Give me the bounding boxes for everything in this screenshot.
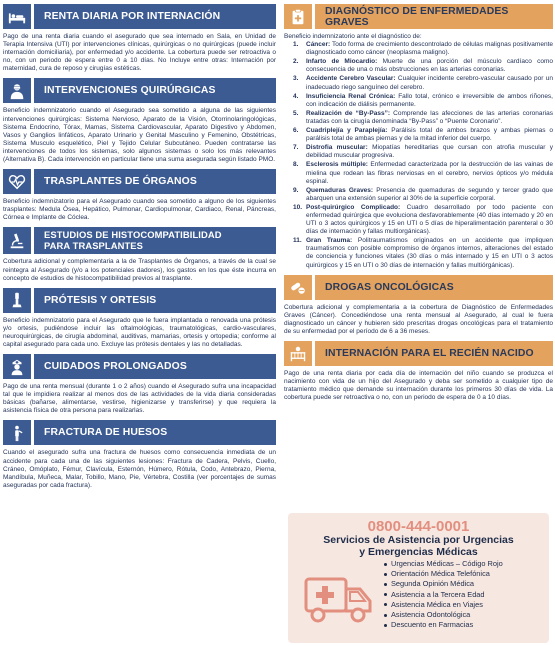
section-text: Cuando el asegurado sufra una fractura de huesos como consecuencia inmediata de un accidente para cada una de las siguientes lesiones: Fractura de Cadera, Pelvis, Cuello, Cráneo, Omóplato, Fémur, Clavícula, Esternón, Húmero, Rótula, Codo, Antebrazo, Pierna, Mandíbula, Muñeca, Malar, Tobillo, Mano, Pie, Vértebra, Costilla (ver porcentajes de sumas aseguradas por cada fractura).	[3, 449, 276, 489]
bullet-icon	[384, 573, 387, 576]
section-title: DIAGNÓSTICO DE ENFERMEDADES GRAVES	[315, 4, 553, 29]
item-term: Infarto de Miocardio:	[306, 58, 378, 66]
section-header	[3, 169, 276, 194]
section-text: Beneficio indemnizatorio para el Asegurado que le fuera implantada o renovada una prótesis y/o ortesis, pudiéndose incluir las oftalmológicas, traumatológicas, cardio-vasculares, neuroquirúrgicas, de cirugía abdominal, auditivas, mamarias, ortesis y ortopedia; conforme al capital asegurado para cada uno. Excluye las prótesis dentales y las no detalladas.	[3, 316, 276, 348]
item-number: 1.	[293, 41, 299, 49]
list-item-label: Orientación Médica Telefónica	[391, 569, 490, 579]
bullet-icon	[384, 583, 387, 586]
bullet-icon	[384, 563, 387, 566]
item-number: 9.	[293, 186, 299, 194]
section-renta-diaria	[3, 4, 276, 73]
list-item	[384, 620, 503, 630]
list-item	[384, 569, 503, 579]
bullet-icon	[384, 614, 387, 617]
heart-pulse-icon	[3, 169, 31, 194]
item-number: 4.	[293, 92, 299, 100]
asistencia-title-line: y Emergencias Médicas	[359, 545, 478, 558]
nurse-icon	[3, 354, 31, 379]
section-header	[3, 4, 276, 29]
section-fractura	[3, 420, 276, 489]
section-trasplantes	[3, 169, 276, 222]
section-header	[3, 227, 276, 254]
prosthesis-icon	[3, 288, 31, 313]
list-item-label: Descuento en Farmacias	[391, 620, 474, 630]
item-text: Parálisis total de ambos brazos y ambas piernas o parálisis total de ambas piernas y de la mitad inferior del cuerpo.	[306, 127, 554, 143]
list-item	[384, 579, 503, 589]
list-item	[284, 204, 553, 236]
fracture-icon	[3, 420, 31, 445]
pills-icon	[284, 275, 312, 300]
item-text: Muerte de una porción del músculo cardíaco como consecuencia de una o más obstrucciones en las arterias coronarias.	[306, 58, 554, 74]
item-text: Politraumatismos originados en un accidente que impliquen traumatismos con posible compromiso de órganos internos, alteraciones del estado de conciencia y funciones vitales (30 días o más internado y 15 en UTI o 3 actos quirúrgicos y 15 en UTI o 30 días de internación y fallas multiórgánicas).	[306, 237, 554, 269]
section-title: RENTA DIARIA POR INTERNACIÓN	[34, 4, 276, 29]
section-text: Pago de una renta diaria por cada día de internación del niño cuando se produzca el nacimiento con vida de un hijo del Asegurado y deba ser sometido a cualquier tipo de tratamiento médico que demande su internación durante los primeros 30 días de vida. La cobertura puede ser retroactiva o no, con un periodo de espera de 0 a 10 días.	[284, 370, 553, 402]
item-text: Comprende las afecciones de las arterias coronarias tratadas con la cirugía denominada “By-Pass” o “Puente Coronario”.	[306, 109, 553, 125]
item-term: Insuficiencia Renal Crónica:	[306, 92, 396, 100]
medical-kit-icon	[284, 4, 312, 29]
right-column	[284, 4, 553, 407]
list-item	[284, 110, 553, 126]
section-intervenciones	[3, 78, 276, 164]
item-term: Gran Trauma:	[306, 237, 353, 245]
newborn-crib-icon	[284, 341, 312, 366]
section-title: PRÓTESIS Y ORTESIS	[34, 288, 276, 313]
list-item-label: Urgencias Médicas – Código Rojo	[391, 559, 503, 568]
item-term: Cáncer:	[306, 41, 331, 49]
item-term: Esclerosis múltiple:	[306, 161, 368, 169]
section-protesis	[3, 288, 276, 349]
section-header	[3, 354, 276, 379]
section-cuidados	[3, 354, 276, 415]
bullet-icon	[384, 593, 387, 596]
item-number: 3.	[293, 75, 299, 83]
section-title: INTERNACIÓN PARA EL RECIÉN NACIDO	[315, 341, 553, 366]
surgeon-icon	[3, 78, 31, 103]
list-item-label: Asistencia a la Tercera Edad	[391, 589, 485, 599]
item-text: Todo forma de crecimiento descontrolado de células malignas positivamente diagnosticado como cáncer (neoplasma maligno).	[306, 41, 553, 57]
microscope-icon	[3, 227, 31, 254]
section-text: Cobertura adicional y complementaria a la de Trasplantes de Órganos, a través de la cual se reintegra al Asegurado (y/o a los potenciales dadores), los gastos en los que éste incurra en concepto de estudios de histocompatibilidad previos al trasplante.	[3, 258, 276, 282]
bullet-icon	[384, 624, 387, 627]
section-text: Cobertura adicional y complementaria a la cobertura de Diagnóstico de Enfermedades Graves (Cáncer). Concediéndose una renta mensual al Asegurado, al cual le fuera diagnosticado un cáncer y hubieren sido prescritas drogas oncológicas para el tratamiento de su enfermedad por el período de 6 a 36 meses.	[284, 303, 553, 335]
section-title: INTERVENCIONES QUIRÚRGICAS	[34, 78, 276, 103]
item-number: 2.	[293, 58, 299, 66]
item-text: Presencia de quemaduras de segundo y tercer grado que abarquen una extensión superior al 30% de la superficie corporal.	[306, 186, 553, 202]
item-text: Fallo total, crónico e irreversible de ambos riñones, con indicación de diálisis permanente.	[306, 92, 553, 108]
list-item-label: Asistencia Médica en Viajes	[391, 599, 483, 609]
section-header	[284, 4, 553, 29]
section-title-line: ESTUDIOS DE HISTOCOMPATIBILIDAD	[44, 229, 222, 241]
list-item	[384, 600, 503, 610]
item-number: 10.	[293, 203, 303, 211]
list-item	[284, 75, 553, 91]
item-text: Enfermedad caracterizada por la destrucción de las vainas de mielina que rodean las fibras nerviosas en el cerebro, nervios ópticos y/o médula espinal.	[306, 161, 553, 185]
list-item	[284, 161, 553, 185]
item-term: Post-quirúrgico Complicado:	[306, 203, 401, 211]
asistencia-title	[288, 535, 549, 558]
list-item	[384, 610, 503, 620]
hospital-bed-icon	[3, 4, 31, 29]
section-recien-nacido	[284, 341, 553, 402]
item-text: Miopatías hereditarias que cursan con atrofia muscular y debilidad muscular progresiva.	[306, 144, 553, 160]
section-title: TRASPLANTES DE ÓRGANOS	[34, 169, 276, 194]
section-oncologicas	[284, 275, 553, 336]
section-header	[3, 78, 276, 103]
section-text: Beneficio indemnizatorio cuando el Asegurado sea sometido a alguna de las siguientes intervenciones quirúrgicas: Sistema Nervioso, Aparato de la Visión, Otorrinolaringológicas, Sistema Endocrino, Tórax, Mamas, Sistema Cardiovascular, Aparato Digestivo y Abdomen, Vasos y Ganglios linfáticos, Aparato Urinario y Genital Masculino y Femenino, Obstétricas, Sistema Musculo esquelético, Piel y Tejido Celular Subcutáneo. Pueden contratarse las intervenciones de todos los sistemas, solo algunos sistemas o solo los más relevantes (Alternativa B). Cada intervención en particular tiene una suma asegurada según listado PMO.	[3, 107, 276, 164]
item-text: Cualquier incidente cerebro-vascular causado por un inadecuado riego sanguíneo del cerebro.	[306, 75, 553, 91]
list-item	[384, 590, 503, 600]
item-term: Cuadriplejía y Paraplejía:	[306, 127, 388, 135]
bullet-icon	[384, 603, 387, 606]
section-title	[34, 227, 276, 254]
list-item	[284, 127, 553, 143]
item-number: 11.	[293, 237, 302, 245]
section-intro: Beneficio indemnizatorio ante el diagnóstico de:	[284, 33, 422, 40]
left-column	[3, 4, 276, 495]
section-title-line: PARA TRASPLANTES	[44, 239, 143, 251]
section-title: FRACTURA DE HUESOS	[34, 420, 276, 445]
asistencia-box	[288, 513, 549, 643]
section-text: Pago de una renta mensual (durante 1 o 2 años) cuando el Asegurado sufra una incapacidad tal que le impidiera realizar al menos dos de las actividades de la vida diaria consideradas básicas (bañarse, alimentarse, vestirse, higienizarse y transferirse) y que requiera la asistencia física de otra persona para realizarlas.	[3, 383, 276, 415]
list-item	[284, 41, 553, 57]
asistencia-title-line: Servicios de Asistencia por Urgencias	[323, 534, 514, 546]
list-item-label: Segunda Opinión Médica	[391, 579, 474, 589]
item-number: 5.	[293, 109, 299, 117]
item-term: Realización de “By-Pass”:	[306, 109, 390, 117]
item-term: Quemaduras Graves:	[306, 186, 374, 194]
list-item	[284, 237, 553, 269]
section-header	[284, 341, 553, 366]
item-term: Distrofia muscular:	[306, 144, 368, 152]
list-item	[384, 559, 503, 569]
section-histocompatibilidad	[3, 227, 276, 282]
diagnostico-list	[284, 41, 553, 270]
section-diagnostico	[284, 4, 553, 270]
list-item	[284, 144, 553, 160]
section-header	[3, 288, 276, 313]
section-title: CUIDADOS PROLONGADOS	[34, 354, 276, 379]
item-number: 6.	[293, 127, 299, 135]
item-text: Cuadro desarrollado por todo paciente con enfermedad quirúrgica que evoluciona desfavorablemente (40 días internado y 20 en UTI o 3 actos quirúrgicos y 15 en UTI o 5 días de hiperalimentación parenteral o 30 días de internación y fallas multiorgánicas).	[306, 203, 553, 236]
section-header	[284, 275, 553, 300]
section-text: Beneficio indemnizatorio para el Asegurado cuando sea sometido a alguno de los siguientes trasplantes: Medula Ósea, Hepático, Pulmonar, Cardiopulmonar, Cardiaco, Renal, Páncreas, Córnea e Implante de Cóclea.	[3, 198, 276, 222]
list-item	[284, 187, 553, 203]
list-item-label: Asistencia Odontológica	[391, 610, 471, 620]
asistencia-list	[384, 559, 503, 630]
item-number: 7.	[293, 144, 299, 152]
ambulance-icon	[304, 561, 374, 631]
phone-number[interactable]: 0800-444-0001	[367, 518, 470, 535]
list-item	[284, 93, 553, 109]
section-header	[3, 420, 276, 445]
section-text: Pago de una renta diaria cuando el asegurado que sea internado en Sala, en Unidad de Terapia Intensiva (UTI) por intervenciones clínicas, quirúrgicas o no quirúrgicas (puede incluir internación domiciliaria), por enfermedad y/o accidente. La cobertura puede ser retroactiva o no, con un periodo de espera entre 0 a 10 días. No Incluye entre otras: Internación por maternidad, cura de reposo y cirugías estéticas.	[3, 33, 276, 73]
item-number: 8.	[293, 161, 299, 169]
section-title: DROGAS ONCOLÓGICAS	[315, 275, 553, 300]
item-term: Accidente Cerebro Vascular:	[306, 75, 396, 83]
list-item	[284, 58, 553, 74]
